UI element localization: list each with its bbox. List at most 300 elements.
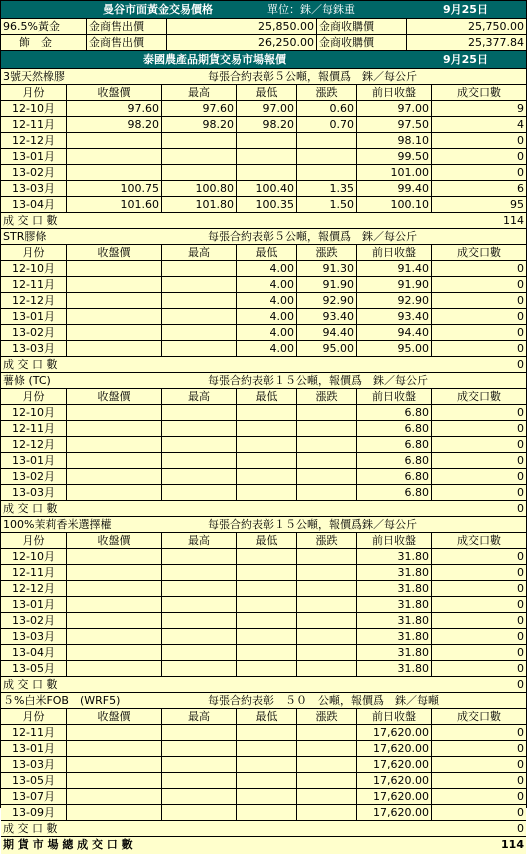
cell-high: 101.80 (161, 197, 236, 212)
cell-close: 97.60 (66, 101, 161, 116)
cell-low: 97.00 (236, 101, 296, 116)
table-row (1, 629, 526, 645)
cell-close: 100.75 (66, 181, 161, 196)
column-header-low: 最低 (236, 533, 296, 548)
cell-low (236, 725, 296, 740)
column-header-row (1, 389, 526, 405)
gold-buy-label: 金商收購價 (316, 35, 406, 50)
cell-prev-close: 91.40 (356, 261, 431, 276)
gold-row (1, 19, 526, 35)
column-header-prev-close: 前日收盤 (356, 389, 431, 404)
cell-volume: 0 (431, 165, 526, 180)
table-row (1, 549, 526, 565)
cell-month: 12-12月 (12, 294, 55, 307)
cell-low (236, 789, 296, 804)
cell-month: 13-04月 (12, 198, 55, 211)
cell-low (236, 437, 296, 452)
section-name: 薯條 (TC) (3, 374, 51, 387)
cell-low (236, 149, 296, 164)
cell-prev-close: 97.50 (356, 117, 431, 132)
cell-change (296, 613, 356, 628)
section-volume-value: 0 (517, 502, 524, 515)
table-row (1, 597, 526, 613)
cell-low (236, 805, 296, 820)
table-row (1, 437, 526, 453)
section-volume-value: 0 (517, 358, 524, 371)
cell-close (66, 661, 161, 676)
column-header-month: 月份 (22, 86, 45, 99)
cell-change (296, 469, 356, 484)
cell-prev-close: 31.80 (356, 549, 431, 564)
table-row (1, 613, 526, 629)
column-header-high: 最高 (161, 709, 236, 724)
cell-low (236, 469, 296, 484)
section-volume-row (1, 501, 526, 517)
cell-volume: 0 (431, 309, 526, 324)
cell-close (66, 469, 161, 484)
cell-month: 13-07月 (12, 790, 55, 803)
cell-prev-close: 31.80 (356, 565, 431, 580)
cell-change: 0.60 (296, 101, 356, 116)
cell-change (296, 453, 356, 468)
cell-month: 13-05月 (12, 774, 55, 787)
cell-month: 12-12月 (12, 134, 55, 147)
cell-volume: 0 (431, 549, 526, 564)
table-row (1, 789, 526, 805)
cell-change: 0.70 (296, 117, 356, 132)
cell-high (161, 789, 236, 804)
cell-close: 101.60 (66, 197, 161, 212)
section-title-row (1, 517, 526, 533)
cell-low (236, 661, 296, 676)
cell-change: 92.90 (296, 293, 356, 308)
cell-volume: 0 (431, 629, 526, 644)
section-volume-row (1, 213, 526, 229)
cell-low (236, 741, 296, 756)
cell-close (66, 309, 161, 324)
cell-high: 100.80 (161, 181, 236, 196)
cell-high (161, 661, 236, 676)
cell-low: 100.35 (236, 197, 296, 212)
table-row (1, 469, 526, 485)
column-header-close: 收盤價 (66, 709, 161, 724)
column-header-high: 最高 (161, 389, 236, 404)
table-row (1, 741, 526, 757)
section-name: STR膠條 (3, 230, 47, 243)
cell-volume: 4 (431, 117, 526, 132)
cell-change (296, 805, 356, 820)
section-title-row (1, 69, 526, 85)
cell-high (161, 549, 236, 564)
cell-month: 13-02月 (12, 470, 55, 483)
cell-high (161, 613, 236, 628)
cell-high (161, 261, 236, 276)
cell-low (236, 549, 296, 564)
cell-change (296, 597, 356, 612)
table-row (1, 309, 526, 325)
cell-volume: 9 (431, 101, 526, 116)
column-header-low: 最低 (236, 709, 296, 724)
section-volume-row (1, 357, 526, 373)
cell-close (66, 149, 161, 164)
column-header-change: 漲跌 (296, 245, 356, 260)
cell-close (66, 549, 161, 564)
cell-volume: 0 (431, 149, 526, 164)
column-header-volume: 成交口數 (431, 709, 526, 724)
cell-prev-close: 31.80 (356, 661, 431, 676)
column-header-low: 最低 (236, 85, 296, 100)
cell-low (236, 597, 296, 612)
cell-volume: 0 (431, 613, 526, 628)
cell-month: 13-01月 (12, 150, 55, 163)
cell-high (161, 645, 236, 660)
cell-close (66, 773, 161, 788)
column-header-month: 月份 (22, 246, 45, 259)
cell-low (236, 629, 296, 644)
cell-month: 12-11月 (12, 278, 55, 291)
cell-month: 12-10月 (12, 102, 55, 115)
cell-change (296, 757, 356, 772)
cell-change (296, 133, 356, 148)
cell-change (296, 549, 356, 564)
gold-sell-price: 25,850.00 (166, 19, 316, 34)
cell-low (236, 485, 296, 500)
column-header-close: 收盤價 (66, 533, 161, 548)
cell-change (296, 485, 356, 500)
column-header-prev-close: 前日收盤 (356, 533, 431, 548)
section-volume-value: 114 (503, 214, 524, 227)
cell-prev-close: 31.80 (356, 629, 431, 644)
cell-volume: 0 (431, 261, 526, 276)
cell-change: 91.30 (296, 261, 356, 276)
cell-change: 95.00 (296, 341, 356, 356)
column-header-change: 漲跌 (296, 85, 356, 100)
column-header-prev-close: 前日收盤 (356, 709, 431, 724)
cell-high: 97.60 (161, 101, 236, 116)
cell-month: 13-04月 (12, 646, 55, 659)
table-row (1, 197, 526, 213)
cell-high (161, 597, 236, 612)
cell-prev-close: 6.80 (356, 485, 431, 500)
cell-volume: 0 (431, 293, 526, 308)
table-row (1, 149, 526, 165)
cell-volume: 0 (431, 757, 526, 772)
table-row (1, 133, 526, 149)
section-note: 每張合約表彰 ５０ 公噸，報價爲 銖／每噸 (208, 694, 439, 707)
cell-close (66, 629, 161, 644)
cell-high (161, 341, 236, 356)
column-header-prev-close: 前日收盤 (356, 245, 431, 260)
table-row (1, 325, 526, 341)
cell-change (296, 581, 356, 596)
cell-high: 98.20 (161, 117, 236, 132)
table-row (1, 485, 526, 501)
table-row (1, 453, 526, 469)
cell-prev-close: 17,620.00 (356, 725, 431, 740)
cell-prev-close: 17,620.00 (356, 789, 431, 804)
column-header-month: 月份 (22, 710, 45, 723)
cell-close (66, 293, 161, 308)
cell-low (236, 421, 296, 436)
cell-month: 13-02月 (12, 326, 55, 339)
cell-month: 13-01月 (12, 742, 55, 755)
cell-prev-close: 94.40 (356, 325, 431, 340)
cell-change (296, 565, 356, 580)
cell-close (66, 261, 161, 276)
gold-row (1, 35, 526, 51)
column-header-row (1, 709, 526, 725)
column-header-high: 最高 (161, 245, 236, 260)
cell-low (236, 773, 296, 788)
gold-buy-price: 25,750.00 (406, 19, 526, 34)
cell-prev-close: 6.80 (356, 453, 431, 468)
cell-prev-close: 6.80 (356, 469, 431, 484)
cell-volume: 0 (431, 661, 526, 676)
column-header-row (1, 245, 526, 261)
cell-volume: 0 (431, 805, 526, 820)
cell-change (296, 741, 356, 756)
cell-prev-close: 31.80 (356, 597, 431, 612)
cell-change (296, 789, 356, 804)
cell-prev-close: 6.80 (356, 421, 431, 436)
cell-volume: 0 (431, 581, 526, 596)
cell-volume: 0 (431, 453, 526, 468)
cell-high (161, 565, 236, 580)
cell-prev-close: 17,620.00 (356, 741, 431, 756)
section-volume-value: 0 (517, 678, 524, 691)
cell-volume: 0 (431, 469, 526, 484)
cell-close (66, 405, 161, 420)
cell-month: 13-01月 (12, 598, 55, 611)
gold-price-header (1, 1, 526, 19)
cell-low (236, 645, 296, 660)
cell-high (161, 149, 236, 164)
gold-buy-price: 25,377.84 (406, 35, 526, 50)
cell-change (296, 661, 356, 676)
cell-month: 13-01月 (12, 310, 55, 323)
section-volume-label: 成 交 口 數 (3, 214, 58, 227)
section-note: 每張合約表彰１５公噸，報價爲 銖／每公斤 (208, 374, 428, 387)
cell-close (66, 453, 161, 468)
cell-low (236, 453, 296, 468)
cell-change: 1.35 (296, 181, 356, 196)
column-header-close: 收盤價 (66, 85, 161, 100)
section-note: 每張合約表彰５公噸，報價爲 銖／每公斤 (208, 230, 417, 243)
total-volume-value: 114 (501, 838, 524, 851)
cell-prev-close: 17,620.00 (356, 805, 431, 820)
cell-low (236, 165, 296, 180)
cell-volume: 0 (431, 277, 526, 292)
cell-high (161, 757, 236, 772)
table-row (1, 293, 526, 309)
cell-high (161, 309, 236, 324)
cell-high (161, 581, 236, 596)
cell-prev-close: 101.00 (356, 165, 431, 180)
cell-volume: 0 (431, 421, 526, 436)
cell-close (66, 741, 161, 756)
cell-high (161, 293, 236, 308)
section-volume-row (1, 677, 526, 693)
cell-low (236, 757, 296, 772)
cell-high (161, 133, 236, 148)
column-header-volume: 成交口數 (431, 389, 526, 404)
cell-low (236, 405, 296, 420)
futures-header (1, 51, 526, 69)
cell-volume: 0 (431, 773, 526, 788)
cell-month: 12-10月 (12, 406, 55, 419)
cell-low: 4.00 (236, 261, 296, 276)
cell-month: 12-11月 (12, 566, 55, 579)
cell-high (161, 453, 236, 468)
cell-close (66, 789, 161, 804)
cell-close (66, 437, 161, 452)
column-header-high: 最高 (161, 533, 236, 548)
cell-low (236, 613, 296, 628)
cell-high (161, 277, 236, 292)
cell-change (296, 773, 356, 788)
table-row (1, 261, 526, 277)
cell-close (66, 421, 161, 436)
cell-volume: 0 (431, 645, 526, 660)
section-volume-label: 成 交 口 數 (3, 822, 58, 835)
cell-close (66, 277, 161, 292)
cell-change (296, 629, 356, 644)
cell-volume: 0 (431, 341, 526, 356)
cell-high (161, 629, 236, 644)
cell-change (296, 405, 356, 420)
cell-month: 13-09月 (12, 806, 55, 819)
table-row (1, 181, 526, 197)
cell-prev-close: 91.90 (356, 277, 431, 292)
cell-high (161, 165, 236, 180)
table-row (1, 725, 526, 741)
cell-month: 13-02月 (12, 614, 55, 627)
futures-date: 9月25日 (443, 53, 488, 66)
section-volume-row (1, 821, 526, 837)
cell-low: 4.00 (236, 341, 296, 356)
table-row (1, 773, 526, 789)
cell-volume: 0 (431, 565, 526, 580)
cell-month: 13-03月 (12, 182, 55, 195)
table-row (1, 101, 526, 117)
column-header-close: 收盤價 (66, 389, 161, 404)
cell-month: 12-11月 (12, 726, 55, 739)
cell-close (66, 133, 161, 148)
cell-close (66, 565, 161, 580)
cell-change: 91.90 (296, 277, 356, 292)
section-title-row (1, 373, 526, 389)
section-volume-value: 0 (517, 822, 524, 835)
cell-change (296, 165, 356, 180)
cell-change: 1.50 (296, 197, 356, 212)
cell-close (66, 325, 161, 340)
column-header-volume: 成交口數 (431, 533, 526, 548)
cell-close (66, 597, 161, 612)
cell-high (161, 773, 236, 788)
section-title-row (1, 693, 526, 709)
cell-low (236, 133, 296, 148)
cell-prev-close: 93.40 (356, 309, 431, 324)
table-row (1, 645, 526, 661)
section-name: 3號天然橡膠 (3, 70, 65, 83)
cell-low: 4.00 (236, 277, 296, 292)
cell-low (236, 581, 296, 596)
column-header-prev-close: 前日收盤 (356, 85, 431, 100)
cell-volume: 0 (431, 325, 526, 340)
cell-close: 98.20 (66, 117, 161, 132)
cell-prev-close: 31.80 (356, 581, 431, 596)
cell-close (66, 581, 161, 596)
section-title-row (1, 229, 526, 245)
cell-close (66, 485, 161, 500)
cell-volume: 6 (431, 181, 526, 196)
cell-volume: 0 (431, 133, 526, 148)
cell-low: 4.00 (236, 293, 296, 308)
cell-month: 13-03月 (12, 630, 55, 643)
cell-change (296, 645, 356, 660)
cell-close (66, 725, 161, 740)
table-row (1, 165, 526, 181)
column-header-volume: 成交口數 (431, 85, 526, 100)
cell-high (161, 805, 236, 820)
cell-high (161, 469, 236, 484)
gold-sell-label: 金商售出價 (86, 19, 166, 34)
gold-row-name: 96.5%黃金 (3, 20, 60, 33)
cell-low (236, 565, 296, 580)
cell-prev-close: 17,620.00 (356, 757, 431, 772)
cell-close (66, 613, 161, 628)
gold-sell-label: 金商售出價 (86, 35, 166, 50)
cell-prev-close: 99.40 (356, 181, 431, 196)
table-row (1, 421, 526, 437)
table-row (1, 805, 526, 821)
cell-prev-close: 31.80 (356, 613, 431, 628)
cell-month: 12-11月 (12, 118, 55, 131)
cell-volume: 0 (431, 725, 526, 740)
column-header-month: 月份 (22, 390, 45, 403)
cell-high (161, 405, 236, 420)
cell-volume: 0 (431, 405, 526, 420)
cell-month: 12-12月 (12, 438, 55, 451)
cell-prev-close: 100.10 (356, 197, 431, 212)
section-volume-label: 成 交 口 數 (3, 502, 58, 515)
gold-buy-label: 金商收購價 (316, 19, 406, 34)
table-row (1, 277, 526, 293)
gold-sell-price: 26,250.00 (166, 35, 316, 50)
section-volume-label: 成 交 口 數 (3, 678, 58, 691)
cell-low: 98.20 (236, 117, 296, 132)
section-note: 每張合約表彰５公噸，報價爲 銖／每公斤 (208, 70, 417, 83)
cell-prev-close: 6.80 (356, 405, 431, 420)
cell-change: 94.40 (296, 325, 356, 340)
cell-low: 4.00 (236, 309, 296, 324)
futures-sections (1, 69, 526, 837)
table-row (1, 565, 526, 581)
column-header-high: 最高 (161, 85, 236, 100)
cell-low: 4.00 (236, 325, 296, 340)
cell-month: 13-05月 (12, 662, 55, 675)
total-volume-row (1, 837, 526, 854)
cell-high (161, 485, 236, 500)
cell-volume: 0 (431, 597, 526, 612)
gold-date: 9月25日 (443, 3, 488, 16)
cell-volume: 0 (431, 789, 526, 804)
cell-month: 13-01月 (12, 454, 55, 467)
cell-prev-close: 99.50 (356, 149, 431, 164)
cell-change: 93.40 (296, 309, 356, 324)
cell-prev-close: 17,620.00 (356, 773, 431, 788)
cell-change (296, 725, 356, 740)
